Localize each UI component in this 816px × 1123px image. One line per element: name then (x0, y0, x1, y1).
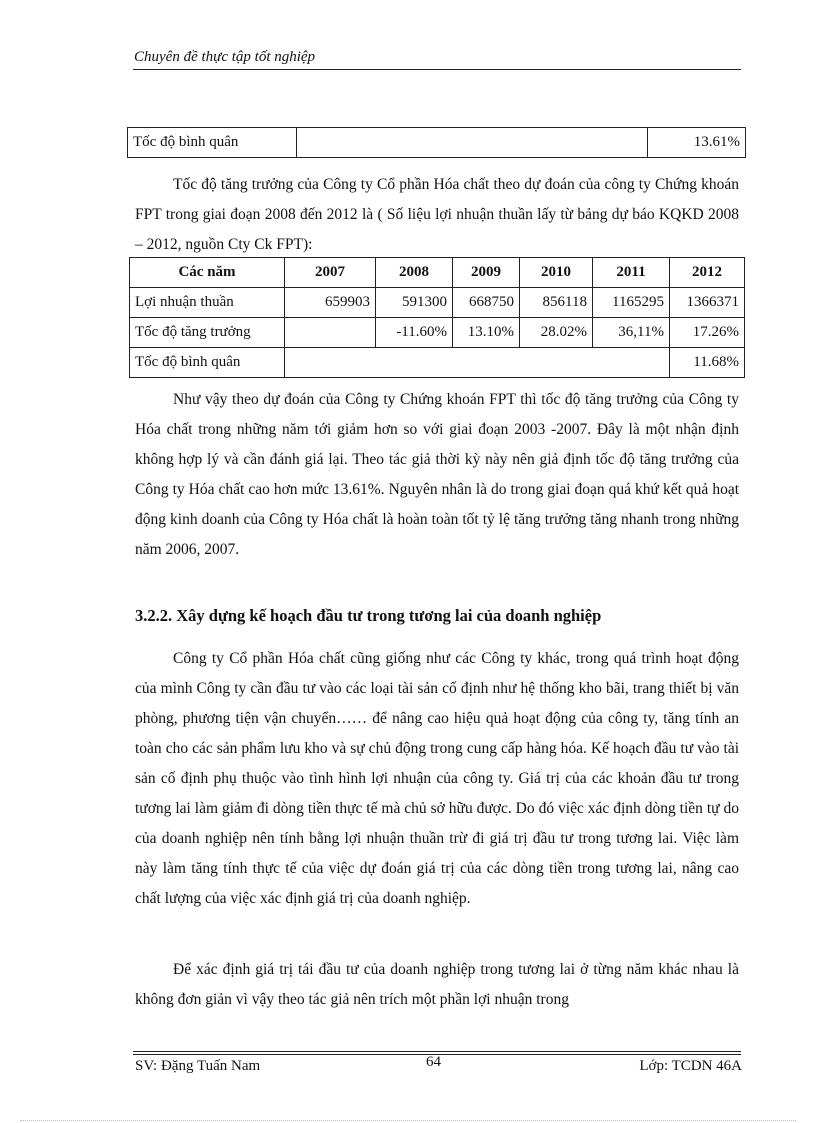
table-cell-empty (285, 348, 670, 378)
header-title: Chuyên đề thực tập tốt nghiệp (134, 49, 316, 65)
table-cell: 11.68% (670, 348, 745, 378)
table-cell: Tốc độ bình quân (130, 348, 285, 378)
table-cell: 659903 (285, 288, 376, 318)
table-cell-empty (297, 128, 648, 158)
table-cell: -11.60% (376, 318, 453, 348)
footer-student: SV: Đặng Tuấn Nam (135, 1058, 261, 1074)
table-cell-label: Tốc độ bình quân (128, 128, 297, 158)
table-row (130, 348, 745, 378)
section-heading: 3.2.2. Xây dựng kế hoạch đầu tư trong tương lai của doanh nghiệp (135, 606, 602, 625)
table-cell: 668750 (453, 288, 520, 318)
table-header-cell: 2011 (593, 258, 670, 288)
paragraph-investment-plan: Công ty Cổ phần Hóa chất cũng giống như các Công ty khác, trong quá trình hoạt động của mình Công ty cần đầu tư vào các loại tài sản cố định như hệ thống kho bãi, trang thiết bị văn phòng, phương tiện vận chuyển…… để nâng cao hiệu quả hoạt động của công ty, tăng tính an toàn cho các sản phẩm lưu kho và sự chủ động trong cung cấp hàng hóa. Kế hoạch đầu tư vào tài sản cố định phụ thuộc vào tình hình lợi nhuận của công ty. Giá trị của các khoản đầu tư trong tương lai làm giảm đi dòng tiền thực tế mà chủ sở hữu được. Do đó việc xác định dòng tiền tự do của doanh nghiệp nên tính bằng lợi nhuận thuần trừ đi giá trị đầu tư trong tương lai. Việc làm này làm tăng tính thực tế của việc dự đoán giá trị của các dòng tiền trong tương lai, nâng cao chất lượng của việc xác định giá trị của doanh nghiệp. (135, 650, 739, 907)
table-cell: Lợi nhuận thuần (130, 288, 285, 318)
table-cell: 36,11% (593, 318, 670, 348)
table-cell: 856118 (520, 288, 593, 318)
header-divider (133, 69, 741, 70)
table-cell: 28.02% (520, 318, 593, 348)
table-header-cell: 2007 (285, 258, 376, 288)
table-header-row (130, 258, 745, 288)
footer-class: Lớp: TCDN 46A (639, 1058, 742, 1074)
table-row (130, 288, 745, 318)
footer-divider (133, 1051, 741, 1052)
page-number: 64 (426, 1054, 441, 1070)
table-cell: 1366371 (670, 288, 745, 318)
table-header-cell: 2012 (670, 258, 745, 288)
table-cell: Tốc độ tăng trưởng (130, 318, 285, 348)
table-header-cell: 2008 (376, 258, 453, 288)
table-cell: 17.26% (670, 318, 745, 348)
table-header-cell: Các năm (130, 258, 285, 288)
table-header-cell: 2010 (520, 258, 593, 288)
table-cell: 1165295 (593, 288, 670, 318)
table-cell: 591300 (376, 288, 453, 318)
paragraph-reinvestment: Để xác định giá trị tái đầu tư của doanh nghiệp trong tương lai ở từng năm khác nhau là không đơn giản vì vậy theo tác giả nên trích một phần lợi nhuận trong (135, 961, 739, 1008)
page-edge-divider (20, 1120, 796, 1121)
table-row (130, 318, 745, 348)
table-header-cell: 2009 (453, 258, 520, 288)
table-cell-value: 13.61% (648, 128, 746, 158)
table-cell (285, 318, 376, 348)
paragraph-forecast-intro: Tốc độ tăng trưởng của Công ty Cổ phần Hóa chất theo dự đoán của công ty Chứng khoán FPT trong giai đoạn 2008 đến 2012 là ( Số liệu lợi nhuận thuần lấy từ bảng dự báo KQKD 2008 – 2012, nguồn Cty Ck FPT): (135, 176, 739, 253)
average-growth-table-top (127, 127, 746, 158)
table-row (128, 128, 746, 158)
paragraph-analysis: Như vậy theo dự đoán của Công ty Chứng khoán FPT thì tốc độ tăng trưởng của Công ty Hóa chất trong những năm tới giảm hơn so với giai đoạn 2003 -2007. Đây là một nhận định không hợp lý và cần đánh giá lại. Theo tác giả thời kỳ này nên giả định tốc độ tăng trưởng của Công ty Hóa chất cao hơn mức 13.61%. Nguyên nhân là do trong giai đoạn quá khứ kết quả hoạt động kinh doanh của Công ty Hóa chất là hoàn toàn tốt tỷ lệ tăng trưởng tăng nhanh trong những năm 2006, 2007. (135, 391, 739, 558)
profit-forecast-table (129, 257, 745, 378)
table-cell: 13.10% (453, 318, 520, 348)
